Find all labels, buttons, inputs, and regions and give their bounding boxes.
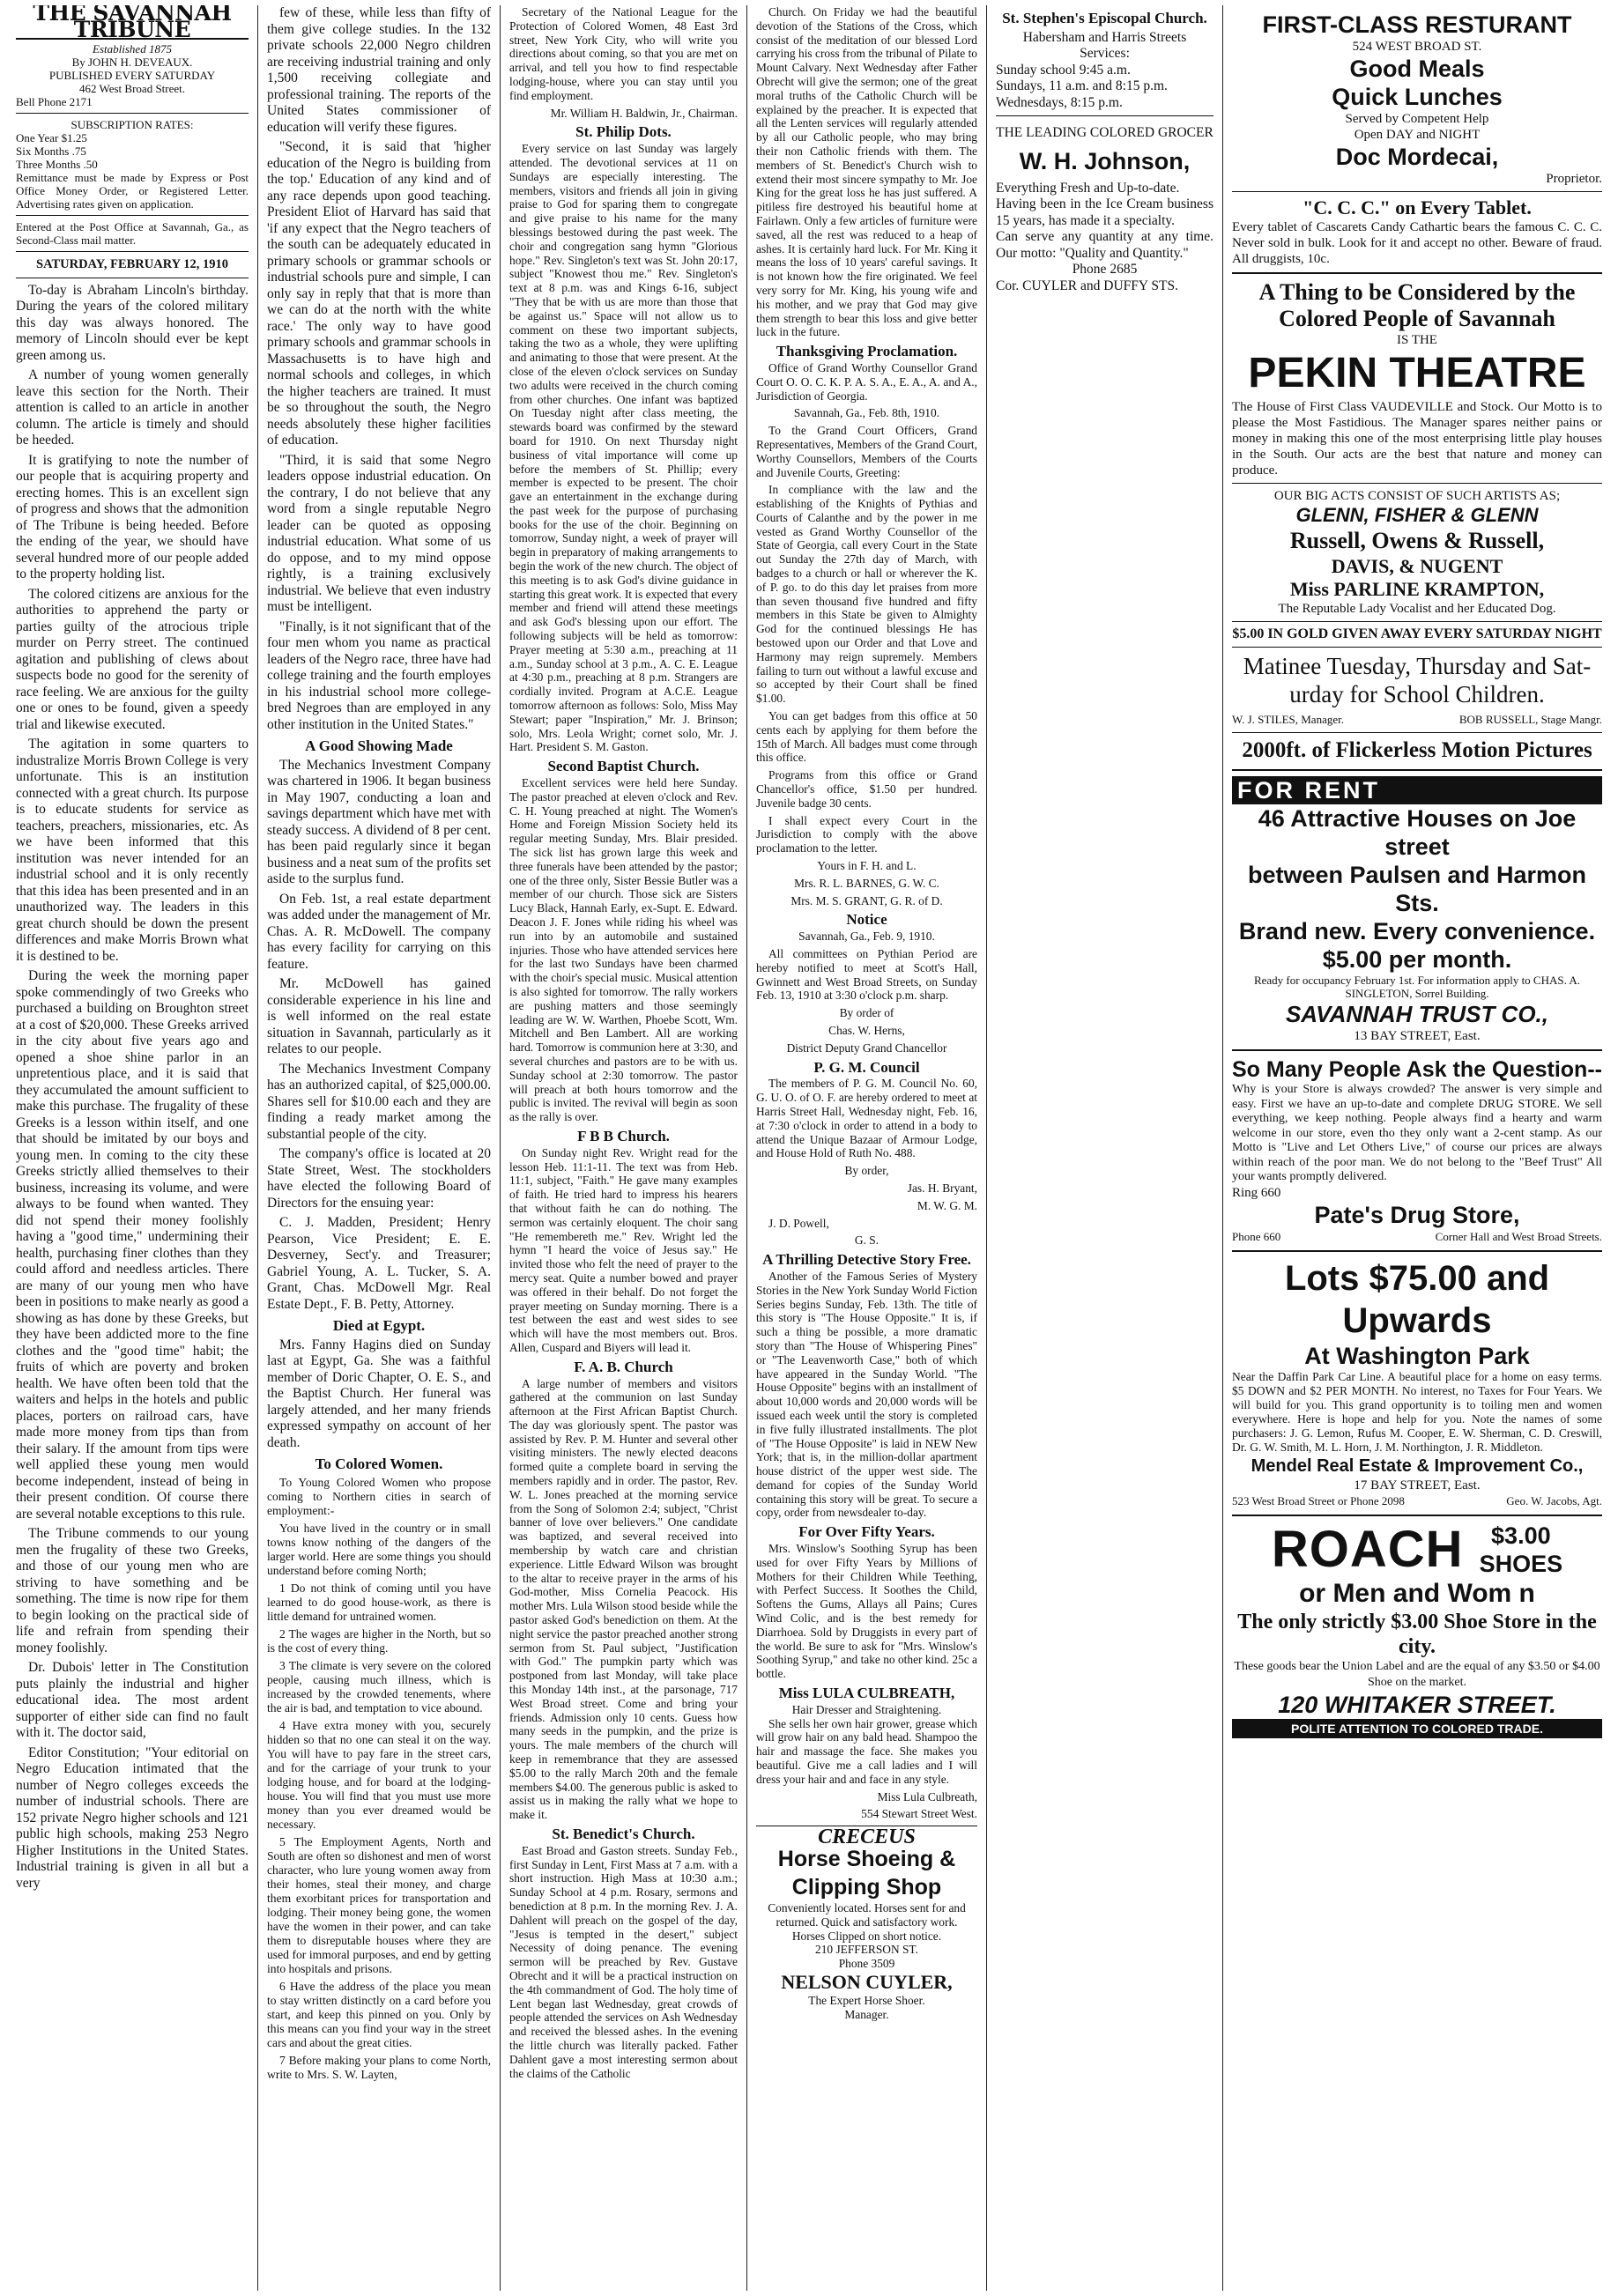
rate-line: Six Months .75 <box>16 144 86 158</box>
rent-heading: FOR RENT <box>1232 776 1602 804</box>
rate-line: One Year $1.25 <box>16 131 87 144</box>
restaurant-line: Served by Competent Help <box>1345 112 1489 126</box>
pekin-name: PEKIN THEATRE <box>1248 350 1586 396</box>
article-heading: St. Philip Dots. <box>575 123 672 141</box>
services-heading: Services: <box>1080 46 1130 61</box>
grocer-line: Everything Fresh and Up-to-date. <box>996 180 1180 196</box>
article-paragraph: "Second, it is said that 'higher education of the Negro is building from the top.' Education of any kind and of any race depends upon good teaching. President Eliot of Harvard has said that 'if any expect that the Negro teachers of the south can be adequately educated in primary schools or grammar schools or industrial schools pure and simple, I can only say in reply that that is more than we can do at the north with the white race.' The only way to have good primary schools and grammar schools in Massachusetts is to have high and normal schools and colleges, in which the higher teachers are trained. It must be so throughout the south, the Negro needs absolutely these higher facilities of education. <box>267 139 491 448</box>
ad-desc: Horses Clipped on short notice. <box>791 1929 942 1943</box>
ad-title: Horse Shoeing & <box>777 1847 956 1872</box>
article-paragraph: C. J. Madden, President; Henry Pearson, Vice President; E. E. Desverney, Sect'y. and Treasurer; Gabriel Young, A. L. Tucker, S. A. Grant, Chas. McDowell Mgr. Real Estate Dept., F. B. Petty, Attorney. <box>267 1215 491 1312</box>
roach-shoes-ad <box>1232 1516 1602 1738</box>
grocer-address: Cor. CUYLER and DUFFY STS. <box>996 278 1178 293</box>
article-heading: For Over Fifty Years. <box>798 1523 935 1541</box>
article-paragraph: few of these, while less than fifty of them give college studies. In the 132 private schools 22,000 Negro children are receiving industrial training and only 1,500 receiving collegiate and professional training. The reports of the United States commissioner of education will verify these figures. <box>267 5 491 135</box>
article-heading: F. A. B. Church <box>574 1358 673 1375</box>
article-paragraph: You can get badges from this office at 50 cents each by applying for them before the 15th of March. All badges must come through this office. <box>756 709 977 765</box>
mendel-name: Mendel Real Estate & Improvement Co., <box>1251 1455 1584 1476</box>
act: GLENN, FISHER & GLENN <box>1295 504 1539 526</box>
drug-heading: So Many People Ask the Question-- <box>1232 1057 1602 1082</box>
acts-heading: OUR BIG ACTS CONSIST OF SUCH ARTISTS AS; <box>1273 489 1561 503</box>
masthead-phone: Bell Phone 2171 <box>16 95 93 108</box>
article-heading: A Thrilling Detective Story Free. <box>762 1251 971 1269</box>
matinee: urday for School Children. <box>1289 681 1545 707</box>
column-3 <box>501 5 747 2291</box>
ad-paragraph: She sells her own hair grower, grease which will grow hair on any bald head. Shampoo the hair and massage the face. She makes you beautiful. Give me a call ladies and I will dress your hair and and face in any style. <box>756 1716 977 1786</box>
grocer-heading: THE LEADING COLORED GROCER <box>996 125 1214 140</box>
restaurant-owner: Doc Mordecai, <box>1335 144 1499 170</box>
signature: 554 Stewart Street West. <box>861 1807 977 1821</box>
article-paragraph: In compliance with the law and the establishing of the Knights of Pythias and Courts of Calanthe and by the power in me vested as Grand Worthy Counsellor of the State of Georgia, call every Court in the State out Sunday the 27th day of March, with badges to a church or hall or wherever the K. of P. go. to do this day let praises from more than seven thousand five hundred and fifty members in this State be given to Almighty God for the continued blessings He has bestowed upon our Order and that Love and Harmony may reign supremely. Members failing to turn out without a lawful excuse and so accepted by their Court shall be fined $1.00. <box>756 483 977 706</box>
masthead-title: THE SAVANNAH TRIBUNE <box>16 5 249 40</box>
issue-date: SATURDAY, FEBRUARY 12, 1910 <box>36 257 228 271</box>
rent-line: 46 Attractive Houses on Joe street <box>1258 805 1577 860</box>
lots-heading: Lots $75.00 and Upwards <box>1284 1258 1550 1340</box>
article-paragraph: 4 Have extra money with you, securely hidden so that no one can steal it on the way. You will have to pay fare in the street cars, and for the carriage of your trunk to your lodging house, and for board at the lodging-house. You will find that you must use more money than you ever dreamed would be necessary. <box>267 1718 491 1831</box>
editorial-paragraph: The Tribune commends to our young men the frugality of these two Greeks, and those of our young men who are striving to have something and be something. The time is now ripe for them to begin looking on the practical side of life and refrain from spending their money foolishly. <box>16 1526 249 1655</box>
article-paragraph: Church. On Friday we had the beautiful devotion of the Stations of the Cross, which consist of the meditation of our blessed Lord carrying his cross from the tribunal of Pilate to Mount Calvary. Next Wednesday after Father Obrecht will give the sermon; one of the great moral truths of the Catholic Church will be explained by the preacher. It is expected that all the Lenten services will regularly attended by all our Catholic people, who may bring their non Catholic friends with them. The members of St. Benedict's Church wish to extend their most sincere sympathy to Mr. Joe King for the great loss he has just suffered. A pitiless fire destroyed his beautiful home at Fairlawn. Only a few articles of furniture were saved, all the rest was reduced to a heap of ashes. It is certainly hard luck. For Mr. King it means the loss of 10 years' careful savings. It is not known how the fire originated. We feel very sorry for Mr. King, his young wife and his mother, and we pray that God may give them strength to bear this loss and give better luck in the future. <box>756 5 977 339</box>
article-paragraph: "Finally, is it not significant that of the four men whom you name as practical leaders of the Negro race, three have had college training and the fourth employes in his industrial school more college-bred Negroes than are employed in any other institution in the United States." <box>267 618 491 732</box>
signature: Mrs. R. L. BARNES, G. W. C. <box>794 876 939 890</box>
rent-line: between Paulsen and Harmon Sts. <box>1247 862 1587 916</box>
article-paragraph: To the Grand Court Officers, Grand Representatives, Members of the Grand Court, Worthy Counsellors, Members of the Courts and Juvenile Courts, Greeting: <box>756 424 977 479</box>
article-heading: A Good Showing Made <box>305 737 453 754</box>
masthead-established: Established 1875 <box>93 42 172 56</box>
ad-owner-title: The Expert Horse Shoer. <box>808 1994 925 2007</box>
masthead-published: PUBLISHED EVERY SATURDAY <box>48 69 216 82</box>
manager: W. J. STILES, Manager. <box>1232 713 1344 726</box>
rate-line: Three Months .50 <box>16 158 98 171</box>
restaurant-prop: Proprietor. <box>1546 172 1602 186</box>
editorial-paragraph: To-day is Abraham Lincoln's birthday. During the years of the colored military this day was always honored. The memory of Lincoln should ever be kept green among us. <box>16 282 249 363</box>
signature: Chas. W. Herns, <box>828 1023 905 1037</box>
article-heading: P. G. M. Council <box>813 1058 920 1076</box>
article-paragraph: 1 Do not think of coming until you have learned to do good house-work, as there is little demand for untrained women. <box>267 1581 491 1623</box>
service-line: Wednesdays, 8:15 p.m. <box>996 94 1123 110</box>
article-paragraph: Mrs. Winslow's Soothing Syrup has been used for over Fifty Years by Millions of Mothers for their Children While Teething, with Perfect Success. It Soothes the Child, Softens the Gums, Allays all Pains; Cures Wind Colic, and is the best remedy for Diarrhoea. Sold by Druggists in every part of the world. Be sure to ask for "Mrs. Winslow's Soothing Syrup," and take no other kind. 25c a bottle. <box>756 1542 977 1681</box>
matinee: Matinee Tuesday, Thursday and Sat- <box>1243 653 1592 679</box>
film-line: 2000ft. of Flickerless Motion Pictures <box>1242 738 1592 762</box>
pekin-theatre-ad <box>1232 274 1602 771</box>
article-paragraph: Excellent services were held here Sunday. The pastor preached at eleven o'clock and Rev. C. H. Young preached at night. The Women's Home and Foreign Mission Society held its regular meeting Sunday, Mrs. Blair presided. The sick list has grown large this week and three funerals have been attended by the pastor; one of the three only, Sister Bessie Butler was a member of our church. Those sick are Sisters Lucy Black, Hannah Early, ex-Supt. E. Edward. Deacon J. F. Jones while riding his wheel was run into by an automobile and sustained injuries. Those who have attended services here for the last two Sundays have been charmed with the choir's special music. Musical attention is also sighted for tomorrow. The rally workers are pushing matters and those seemingly leading are W. W. Warthen, Phoebe Scott, Wm. Mitchell and Ben Lambert. All are working hard. Tomorrow is communion here at 3:30, and several churches and pastors are to be with us. Sunday school at 2:30 tomorrow. The pastor will preach at both hours tomorrow and the public is invited. The revival will begin as soon as the rally is over. <box>509 776 738 1124</box>
act-desc: The Reputable Lady Vocalist and her Educated Dog. <box>1278 602 1556 616</box>
ad-title: Clipping Shop <box>791 1875 942 1900</box>
article-paragraph: East Broad and Gaston streets. Sunday Feb., first Sunday in Lent, First Mass at 7 a.m. with a short instruction. High Mass at 10:30 a.m.; Sunday School at 4 p.m. Rosary, sermons and benediction at 8 p.m. In the morning Rev. J. A. Dahlent will preach on the gospel of the day, "Jesus is tempted in the desert," subject Necessity of doing penance. The evening sermon will be preached by Rev. Gustave Obrecht and it will be a practical instruction on the 4th commandment of God. The holy time of Lent began last Wednesday, great crowds of people attended the services on Ash Wednesday and received the blessed ashes. In the evening the little church was literally packed. Father Dahlent gave a most interesting sermon about the claims of the Catholic <box>509 1843 738 2080</box>
article-paragraph: "Third, it is said that some Negro leaders oppose industrial education. On the contrary, I do not believe that any word from a single reputable Negro leader can be quoted as opposing industrial education. What some of us do oppose, and to my mind oppose rightly, is a training exclusively industrial. We believe that even industry must be intelligent. <box>267 452 491 614</box>
editorial-paragraph: It is gratifying to note the number of our people that is acquiring property and erecting homes. This is an excellent sign of progress and shows that the admonition of The Tribune is being heeded. Before the ending of the year, we should have several hundred more of our people added to the property holding list. <box>16 452 249 581</box>
article-paragraph: On Feb. 1st, a real estate department was added under the management of Mr. Chas. A. R. McDowell. The company has every facility for carrying on this feature. <box>267 891 491 972</box>
signature: J. D. Powell, <box>768 1216 829 1230</box>
ad-manager: Manager. <box>844 2007 889 2021</box>
article-paragraph: Every service on last Sunday was largely attended. The devotional services at 11 on Sundays are especially interesting. The members, visitors and friends all join in giving praise to God for sparing them to congregate and give praise to his name for the many blessings bestowed during the past week. The choir and congregation sang hymn "Glorious hope." Rev. Singleton's text was St. John 20:17, subject "Knowest thou me." Rev. Singleton's text at 8 p.m. was and Kings 6-16, subject "They that be with us are more than those that be against us." Space will not allow us to comment on these two important subjects, taking the two as a whole, they were uplifting and animating to those that were present. At the close of the eleven o'clock services on Sunday two adults were received in the church coming from other churches. One infant was baptized On Tuesday night after class meeting, the stewards board was confirmed by the steward board for 1910. On next Thursday night business of vital importance will come up before the members of St. Phillip; every member is expected to be present. The choir gave an entertainment in the exchange during the past week for the purpose of purchasing books for the use of the choir. Beginning on tomorrow, Sunday night, a week of prayer will begin in preparatory of making arrangements to begin the work of the new church. The object of this meeting is to ask God's divine guidance in starting this great work. It is expected that every member and friend will attend these meetings and ask God's blessing upon our effort. The following subjects will be held as tomorrow: Prayer meeting at 5:30 a.m., preaching at 11 a.m., Sunday school at 3 p.m., A. C. E. League at 4:30 p.m., preaching at 8 p.m. Strangers are cordially invited. Program at A.C.E. League tomorrow afternoon as follows: Solo, Miss May Stewart; paper "Inspiration," Mr. J. Brinson; solo, Mrs. Leola Wright; cornet solo, Mr. J. Hart. President S. M. Gaston. <box>509 142 738 754</box>
mendel-phone: 523 West Broad Street or Phone 2098 <box>1232 1493 1405 1507</box>
article-paragraph: Office of Grand Worthy Counsellor Grand Court O. O. C. K. P. A. S. A., E. A., A. and A., Jurisdiction of Georgia. <box>756 360 977 403</box>
column-6 <box>1223 5 1611 2291</box>
masthead-address: 462 West Broad Street. <box>78 82 186 95</box>
horseshoe-ad <box>756 1826 977 2021</box>
column-2 <box>258 5 501 2291</box>
lots-text: Near the Daffin Park Car Line. A beautiful place for a home on easy terms. $5 DOWN and $2 PER MONTH. No interest, no Taxes for Four Years. We will build for you. This grand opportunity is to toiling men and women everywhere. Here is hope and help for you. Note the names of some purchasers: J. G. Lemon, Rufus M. Cooper, E. W. Sherman, C. D. Creswill, Dr. G. W. Smith, M. L. Horn, J. M. Northington, J. R. Middleton. <box>1232 1369 1602 1454</box>
restaurant-line: Open DAY and NIGHT <box>1354 128 1481 142</box>
ccc-text: Every tablet of Cascarets Candy Cathartic bears the famous C. C. C. Never sold in bulk. Look for it and accept no other. Beware of fraud. All druggists, 10c. <box>1232 220 1602 266</box>
mendel-address: 17 BAY STREET, East. <box>1354 1478 1481 1492</box>
act: DAVIS, & NUGENT <box>1331 555 1503 577</box>
article-paragraph: Savannah, Ga., Feb. 9, 1910. <box>798 930 935 944</box>
ccc-heading: "C. C. C." on Every Tablet. <box>1303 196 1532 218</box>
masthead-editor: By JOHN H. DEVEAUX. <box>71 56 193 69</box>
pekin-is: IS THE <box>1397 333 1437 347</box>
rent-info: Ready for occupancy February 1st. For information apply to CHAS. A. SINGLETON, Sorrel Building. <box>1253 974 1581 1000</box>
roach-footer: POLITE ATTENTION TO COLORED TRADE. <box>1232 1719 1602 1738</box>
ad-subheading: Hair Dresser and Straightening. <box>791 1702 942 1716</box>
roach-line: The only strictly $3.00 Shoe Store in the city. <box>1237 1610 1597 1658</box>
article-paragraph: Programs from this office or Grand Chancellor's office, $1.50 per hundred. Juvenile badge 30 cents. <box>756 768 977 810</box>
ad-owner: NELSON CUYLER, <box>781 1971 953 1993</box>
service-line: Sundays, 11 a.m. and 8:15 p.m. <box>996 78 1168 93</box>
column-5 <box>987 5 1223 2291</box>
article-paragraph: 5 The Employment Agents, North and South are often so dishonest and men of worst character, who lure young women away from their homes, steal their money, and charge them exorbitant prices for transportation and lodging. Their money being gone, the women have the women in their power, and can take them to disreputable houses where they are used for immoral purposes, and end by getting into hospitals and prisons. <box>267 1834 491 1975</box>
act: Miss PARLINE KRAMPTON, <box>1289 578 1545 600</box>
article-paragraph: 6 Have the address of the place you mean to stay written distinctly on a card before you start, and keep this pinned on you. Only by this means can you find your way in the street cars and about the great cities. <box>267 1979 491 2049</box>
act: Russell, Owens & Russell, <box>1289 528 1545 553</box>
roach-price: $3.00 <box>1491 1522 1551 1549</box>
ad-brand: CRECEUS <box>818 1826 916 1849</box>
ad-address: 210 JEFFERSON ST. <box>815 1943 918 1957</box>
editorial-paragraph: The agitation in some quarters to industralize Morris Brown College is very unfortunate. This is an institution connected with a great church. Its purpose is to educate students for service as teachers, preachers, missionaries, etc. As we have been informed that this institution was never intended for an industrial school and it is only recently that this idea has been presented and in an unauthorized way. The leaders in this great church should be down the present differences and make Morris Brown what it is destined to be. <box>16 737 249 964</box>
article-paragraph: I shall expect every Court in the Jurisdiction to comply with the above proclamation to the letter. <box>756 813 977 855</box>
column-1 <box>7 5 258 2291</box>
stage-manager: BOB RUSSELL, Stage Mangr. <box>1458 713 1602 726</box>
article-paragraph: You have lived in the country or in small towns know nothing of the dangers of the larger world. Here are some things you should understand before coming North; <box>267 1521 491 1577</box>
remit-note: Remittance must be made by Express or Post Office Money Order, or Registered Letter. Advertising rates given on application. <box>16 171 249 211</box>
ad-phone: Phone 3509 <box>838 1957 895 1971</box>
article-paragraph: On Sunday night Rev. Wright read for the lesson Heb. 11:1-11. The text was from Heb. 11:1, subject, "Faith." He gave many examples of faith. He tried hard to impress his hearers that without faith he can do nothing. The sermon was certainly eloquent. The choir sang "He remembereth me." Rev. Wright led the hymn "I heard the voice of Jesus say." He invited those who felt the need of prayer to the mercy seat. Quite a number bowed and prayer was offered in their behalf. Do not forget the prayer meeting on Sunday morning. There is a test between the east and west sides to see which will have the most members out. Bros. Allen, Cuspard and Biyers will lead it. <box>509 1145 738 1354</box>
article-paragraph: The members of P. G. M. Council No. 60, G. U. O. of O. F. are hereby ordered to meet at Harris Street Hall, Wednesday night, Feb. 16, at 7:30 o'clock in order to attend in a body to attend the Unique Bazaar of Armour Lodge, and House Hold of Ruth No. 488. <box>756 1077 977 1160</box>
signature: M. W. G. M. <box>917 1198 977 1212</box>
rent-price: $5.00 per month. <box>1322 946 1512 973</box>
article-paragraph: Yours in F. H. and L. <box>817 859 917 873</box>
article-paragraph: The Mechanics Investment Company has an authorized capital, of $25,000.00. Shares sell for $10.00 each and they are finding a ready market among the substantial people of the city. <box>267 1061 491 1142</box>
article-paragraph: Another of the Famous Series of Mystery Stories in the New York Sunday World Fiction Series begins Sunday, Feb. 13th. The title of this story is "The House Opposite." It is, if such a thing be possible, a more dramatic story than "The House of Whispering Pines" or "The Leavenworth Case," both of which have appeared in the Sunday World. "The House Opposite" begins with an installment of about 10,000 words and 20,000 words will be issued each week until the story is completed in five fully illustrated installments. The plot of "The House Opposite" is laid in NEW New York; that is, in the million-dollar apartment house district of the upper west side. The demand for copies of the Sunday World containing this story will be great. To secure a copy, order from newsdealer to-day. <box>756 1269 977 1520</box>
drug-name: Pate's Drug Store, <box>1314 1201 1520 1228</box>
grocer-name: W. H. Johnson, <box>1019 147 1191 174</box>
article-paragraph: All committees on Pythian Period are hereby notified to meet at Scott's Hall, Gwinnett and West Broad Streets, on Sunday Feb. 13, 1910 at 3:30 o'clock p.m. sharp. <box>756 947 977 1003</box>
article-paragraph: Mr. McDowell has gained considerable experience in his line and is well informed on the real estate situation in Savannah, particularly as it relates to our people. <box>267 976 491 1056</box>
roach-address: 120 WHITAKER STREET. <box>1278 1691 1556 1718</box>
signature: Mr. William H. Baldwin, Jr., Chairman. <box>550 106 738 120</box>
signature: G. S. <box>854 1233 880 1248</box>
drug-phone: Phone 660 <box>1232 1229 1281 1243</box>
article-heading: To Colored Women. <box>315 1455 443 1472</box>
signature: Mrs. M. S. GRANT, G. R. of D. <box>790 893 943 907</box>
rates-title: SUBSCRIPTION RATES: <box>71 118 194 131</box>
ad-desc: Conveniently located. Horses sent for and returned. Quick and satisfactory work. <box>768 1901 966 1929</box>
entered-note: Entered at the Post Office at Savannah, Ga., as Second-Class mail matter. <box>16 220 249 247</box>
editorial-paragraph: Dr. Dubois' letter in The Constitution puts plainly the industrial and higher educational idea. The most ardent supporter of either side can find no fault with it. The doctor said, <box>16 1660 249 1740</box>
church-address: Habersham and Harris Streets <box>1022 29 1187 45</box>
article-paragraph: By order of <box>839 1006 894 1020</box>
article-heading: Thanksgiving Proclamation. <box>776 343 958 360</box>
roach-shoes: SHOES <box>1479 1550 1563 1577</box>
drug-text: Why is your Store is always crowded? The answer is very simple and easy. First we have an up-to-date and complete DRUG STORE. We sell everything, we keep nothing. People always find a hearty and warm welcome in our store, even tho they only want a 2-cent stamp. As our Motto is "Live and Let Others Live," of course our prices are always within reach of the poor man. We do not belong to the "Beef Trust" All your wants promptly delivered. <box>1232 1083 1602 1183</box>
restaurant-address: 524 WEST BROAD ST. <box>1352 40 1482 54</box>
article-paragraph: By order, <box>844 1164 889 1178</box>
for-rent-ad <box>1232 771 1602 1051</box>
restaurant-line: Good Meals <box>1349 56 1485 82</box>
article-paragraph: 3 The climate is very severe on the colored people, causing much illness, which is increased by the crowded tenements, where the air is bad, and temptation to vice abound. <box>267 1658 491 1715</box>
pekin-text: The House of First Class VAUDEVILLE and Stock. Our Motto is to please the Most Fastidious. The Manager spares neither pains or money in making this one of the most enterprising little play houses in the South. Our acts are the best that nature and money can produce. <box>1232 400 1602 478</box>
signature: Miss Lula Culbreath, <box>877 1789 977 1803</box>
restaurant-line: Quick Lunches <box>1332 84 1503 110</box>
article-paragraph: Mrs. Fanny Hagins died on Sunday last at Egypt, Ga. She was a faithful member of Doric Chapter, O. E. S., and the Baptist Church. Her funeral was largely attended, and her many friends expressed sympathy on account of her death. <box>267 1337 491 1450</box>
article-paragraph: 2 The wages are higher in the North, but so is the cost of every thing. <box>267 1626 491 1655</box>
restaurant-heading: FIRST-CLASS RESTURANT <box>1262 11 1572 38</box>
editorial-paragraph: The colored citizens are anxious for the authorities to apprehend the party or parties guilty of the atrocious triple murder on Perry street. The continued agitation and publishing of clews about suspects bode no good for the serenity of race feeling. We are anxious for the guilty one or ones to be found, given a speedy trial and likewise executed. <box>16 586 249 732</box>
grocer-line: Can serve any quantity at any time. Our motto: "Quality and Quantity." <box>996 229 1214 261</box>
gold-giveaway: $5.00 IN GOLD GIVEN AWAY EVERY SATURDAY NIGHT <box>1232 626 1602 641</box>
trust-name: SAVANNAH TRUST CO., <box>1285 1001 1549 1027</box>
restaurant-ad <box>1232 5 1602 274</box>
column-4 <box>747 5 987 2291</box>
lots-subheading: At Washington Park <box>1304 1342 1530 1369</box>
article-paragraph: To Young Colored Women who propose coming to Northern cities in search of employment:- <box>267 1475 491 1517</box>
article-heading: St. Benedict's Church. <box>552 1826 695 1842</box>
editorial-paragraph: A number of young women generally leave this section for the North. Their attention is called to an article in another column. The article is timely and should be heeded. <box>16 367 249 448</box>
grocer-line: Having been in the Ice Cream business 15 years, has made it a specialty. <box>996 196 1214 228</box>
article-heading: Died at Egypt. <box>332 1317 426 1334</box>
article-heading: Notice <box>846 911 887 929</box>
article-paragraph: The Mechanics Investment Company was chartered in 1906. It began business in May 1907, conducting a loan and savings department which have met with steady success. A dividend of 8 per cent. has been paid regularly since it began business and a neat sum of the profits set aside to the surplus fund. <box>267 757 491 886</box>
roach-line: or Men and Wom n <box>1299 1578 1535 1608</box>
roach-name: ROACH <box>1271 1520 1464 1578</box>
grocer-phone: Phone 2685 <box>1072 262 1138 277</box>
article-heading: F B B Church. <box>577 1127 670 1144</box>
church-heading: St. Stephen's Episcopal Church. <box>1002 10 1207 26</box>
trust-address: 13 BAY STREET, East. <box>1354 1029 1481 1043</box>
service-line: Sunday school 9:45 a.m. <box>996 62 1131 78</box>
signature: District Deputy Grand Chancellor <box>786 1041 947 1055</box>
ad-heading: Miss LULA CULBREATH, <box>778 1685 955 1702</box>
pekin-pre: Colored People of Savannah <box>1279 306 1555 331</box>
editorial-paragraph: During the week the morning paper spoke commendingly of two Greeks who purchased a building on Broughton street at a cost of $20,000. These Greeks arrived in the city about five years ago and opened a shoe shine parlor in an unpretentious place, and it is said that they accumulated the amount sufficient to make this purchase. The frugality of these Greeks is a lesson within itself, and one that should be imitated by our boys and young men. In coming to the city these Greeks strictly allied themselves to their business, increasing its volume, and were always to be found when wanted. They did not spend their money foolishly having a "good time," undermining their health, purchasing finer clothes than they could afford and needless articles. There are many of our young men who have been in positions to make nearly as good a showing as has done by these Greeks, but they have been addicted more to the fine clothes and the "good time" habit; the fruits of which are poverty and broken health. We have often been told that the waiters and helps in the hotels and public places, porters on railroad cars, have made more money from tips than from their salary. If the amount from tips were well applied these young men would become independent, instead of being in their present condition. Of course there are several notable exceptions to this rule. <box>16 968 249 1522</box>
editorial-paragraph: Editor Constitution; "Your editorial on Negro Education intimated that the number of Negro colleges exceeds the number of industrial schools. There are 152 private Negro higher schools and 121 public high schools, making 253 Negro Higher Institutions in the United States. Industrial training is given in all but a very <box>16 1744 249 1891</box>
drug-ring: Ring 660 <box>1232 1185 1281 1200</box>
article-paragraph: A large number of members and visitors gathered at the communion on last Sunday afternoon at the First African Baptist Church. The day was gloriously spent. The pastor was assisted by Rev. P. M. Hunter and several other visiting ministers. The newly elected deacons formed quite a complete board in serving the members rapidly and in order. The pastor, Rev. W. L. Jones preached at the morning service from the Song of Solomon 2:4; subject, "Christ banner of love over believers." One candidate was baptized, and several received into membership by watch care and christian experience. Little Edward Wilson was brought to the altar to receive prayer in the arms of his God-mother, Miss Cornelia Peacock. His mother Mrs. Lula Wilson stood beside while the pastor asked God's benediction on them. At the night service the pastor preached another strong sermon from St. Paul subject, "Justification with God." The pumpkin party which was postponed from last Monday, will take place this Monday 14th inst., at the parsonage, 717 West Broad street. Come and bring your friends. Admission only 10 cents. Guess how many seeds in the pumpkin, and the prize is yours. The male members of the church will keep in remembrance that they are assessed $5.00 to the rally March 20th and the female members $4.00. The generous public is asked to assist us in making the rally what we hope to make it. <box>509 1376 738 1822</box>
rent-line: Brand new. Every convenience. <box>1238 918 1596 944</box>
article-heading: Second Baptist Church. <box>547 758 700 775</box>
drug-store-ad <box>1232 1051 1602 1252</box>
roach-text: These goods bear the Union Label and are the equal of any $3.50 or $4.00 Shoe on the market. <box>1234 1659 1600 1689</box>
article-paragraph: 7 Before making your plans to come North, write to Mrs. S. W. Layten, <box>267 2053 491 2081</box>
article-paragraph: Savannah, Ga., Feb. 8th, 1910. <box>793 406 940 420</box>
drug-address: Corner Hall and West Broad Streets. <box>1435 1229 1602 1243</box>
article-paragraph: Secretary of the National League for the Protection of Colored Women, 48 East 3rd street, New York City, who will write you directions about coming, so that you are met on arrival, and tell you how to find respectable lodging-house, where you can stay until you find employment. <box>509 5 738 102</box>
lots-ad <box>1232 1252 1602 1516</box>
mendel-agent: Geo. W. Jacobs, Agt. <box>1506 1493 1602 1507</box>
article-paragraph: The company's office is located at 20 State Street, West. The stockholders have elected the following Board of Directors for the ensuing year: <box>267 1146 491 1211</box>
pekin-pre: A Thing to be Considered by the <box>1258 279 1576 305</box>
signature: Jas. H. Bryant, <box>907 1181 977 1195</box>
